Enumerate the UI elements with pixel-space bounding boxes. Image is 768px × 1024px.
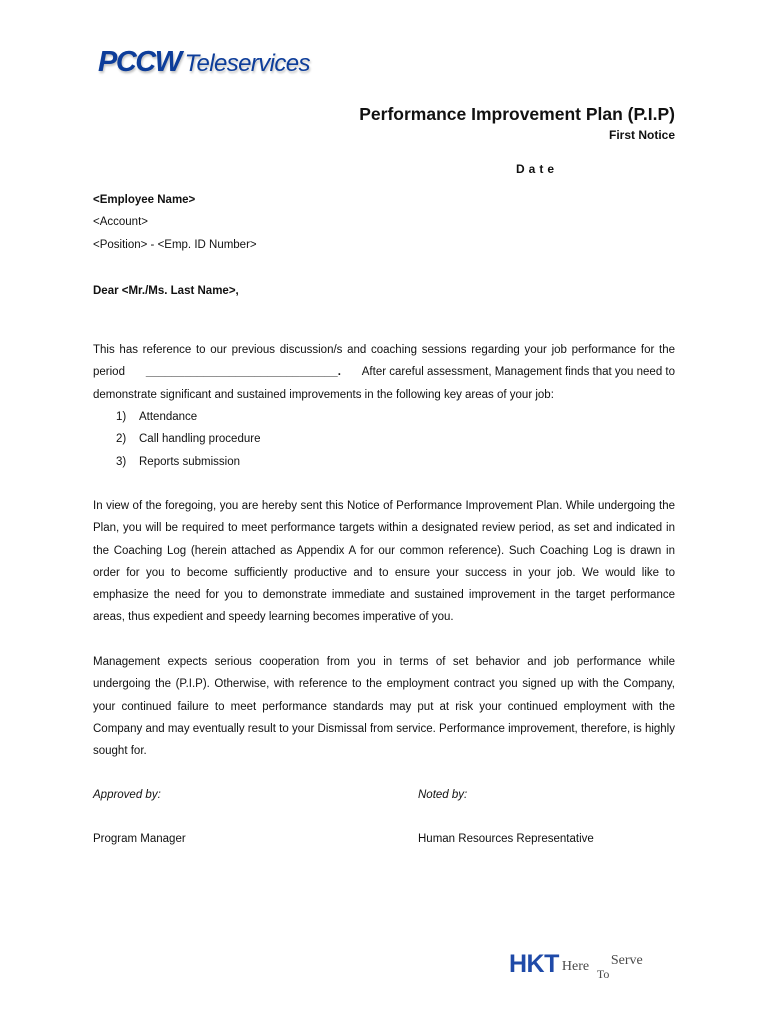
- tagline-serve: Serve: [610, 953, 643, 968]
- logo-suffix: Teleservices: [184, 50, 310, 77]
- notice-paragraph: In view of the foregoing, you are hereby sent this Notice of Performance Improvement Plan. While undergoing the Plan, you will be required to meet performance targets within a designated review period, as set and indicated in the Coaching Log (herein attached as Appendix A for our common reference). Such Coaching Log is drawn in order for you to become sufficiently productive and to ensure your success in your job. We would like to emphasize the need for you to demonstrate immediate and sustained improvement in the target performance areas, thus expedient and speedy learning becomes imperative of you.: [93, 500, 675, 624]
- approved-by-label: Approved by:: [93, 789, 161, 801]
- recipient-account: <Account>: [93, 216, 148, 228]
- intro-line-3: demonstrate significant and sustained improvements in the following key areas of your job:: [93, 388, 554, 401]
- list-item-number: 2): [116, 433, 127, 446]
- recipient-name: <Employee Name>: [93, 194, 196, 206]
- logo-brand: PCCW: [98, 46, 181, 78]
- hkt-logo: [509, 950, 648, 990]
- pccw-teleservices-logo: [98, 46, 310, 80]
- noter-title: Human Resources Representative: [418, 833, 594, 845]
- salutation: Dear <Mr./Ms. Last Name>,: [93, 285, 239, 297]
- approver-title: Program Manager: [93, 833, 186, 845]
- intro-line-1: This has reference to our previous discussion/s and coaching sessions regarding your job performance for the: [93, 344, 675, 356]
- list-item-label: Call handling procedure: [139, 433, 261, 446]
- intro-paragraph: [93, 339, 675, 406]
- intro-line-2: [93, 361, 675, 383]
- hkt-tagline: [562, 950, 648, 984]
- list-item: [116, 428, 260, 450]
- list-item-label: Attendance: [139, 411, 198, 423]
- notice-subtitle: First Notice: [608, 128, 675, 142]
- hkt-mark: HKT: [509, 950, 559, 978]
- tagline-here: Here: [561, 959, 590, 974]
- list-item: [116, 406, 260, 428]
- list-item-number: 1): [116, 411, 127, 423]
- period-blank: ______________________________.: [145, 366, 341, 379]
- key-areas-list: [116, 406, 260, 473]
- page-title: Performance Improvement Plan (P.I.P): [359, 104, 675, 124]
- noted-by-label: Noted by:: [418, 789, 468, 801]
- recipient-position: <Position> - <Emp. ID Number>: [93, 239, 257, 251]
- list-item: [116, 451, 260, 473]
- expectations-paragraph: Management expects serious cooperation from you in terms of set behavior and job performance while undergoing the (P.I.P). Otherwise, with reference to the employment contract you signed up with the Company, your continued failure to meet performance standards may put at risk your continued employment with the Company and may eventually result to your Dismissal from service. Performance improvement, therefore, is highly sought for.: [93, 656, 675, 758]
- tagline-to: To: [596, 967, 610, 981]
- list-item-label: Reports submission: [139, 455, 240, 468]
- intro-line-2-suffix: After careful assessment, Management finds that you need to: [361, 366, 675, 379]
- list-item-number: 3): [116, 455, 127, 468]
- date-label: Date: [516, 162, 559, 176]
- intro-period-label: period: [93, 366, 125, 379]
